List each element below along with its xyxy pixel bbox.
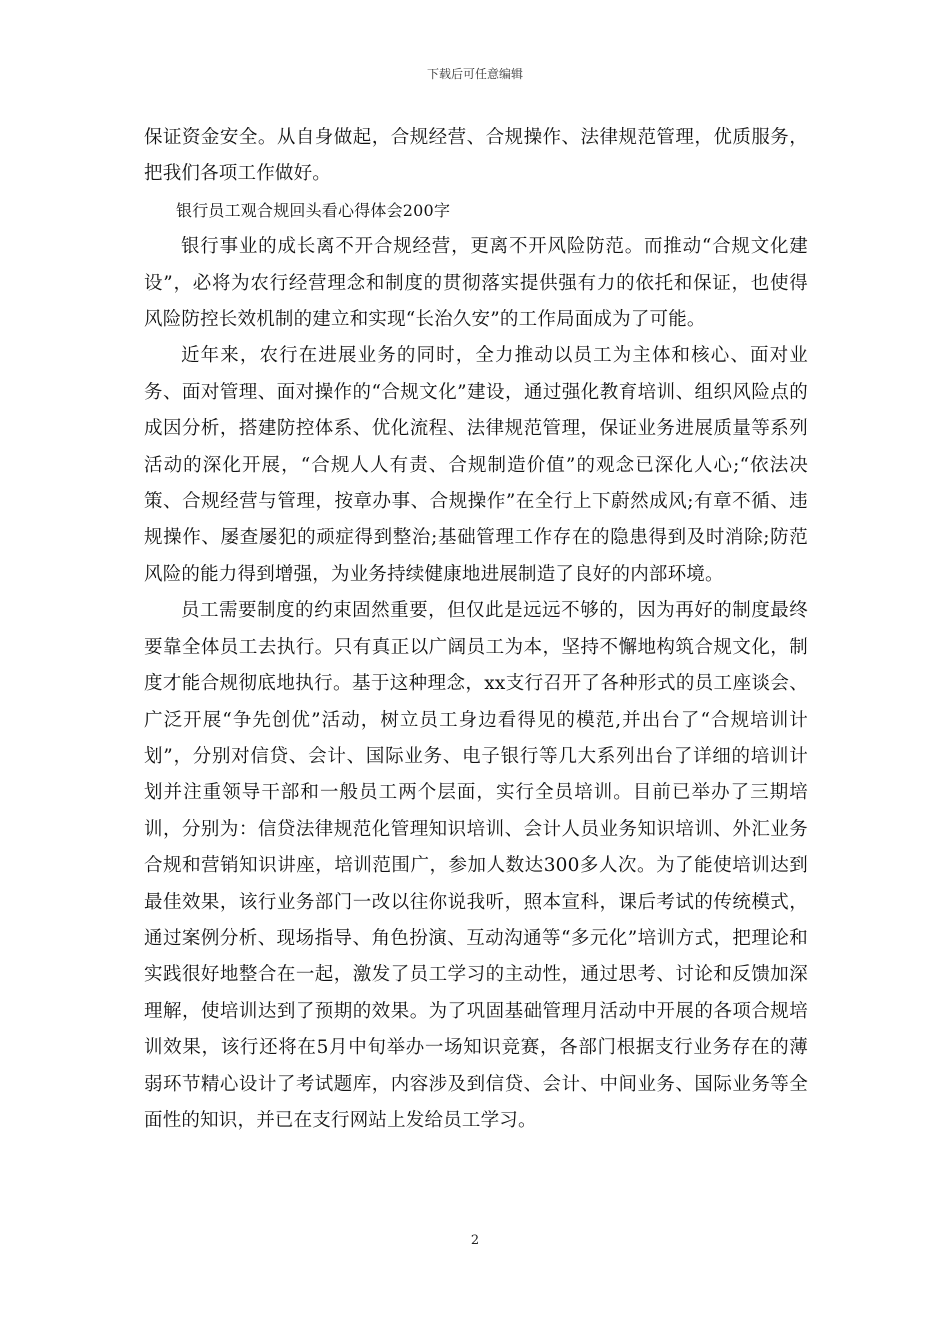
paragraph-employee-training: 员工需要制度的约束固然重要，但仅此是远远不够的，因为再好的制度最终要靠全体员工去执行。只有真正以广阔员工为本，坚持不懈地构筑合规文化，制度才能合规彻底地执行。基于这种理念，xx支行召开了各种形式的员工座谈会、广泛开展“争先创优”活动，树立员工身边看得见的模范,并出台了“合规培训计划”，分别对信贷、会计、国际业务、电子银行等几大系列出台了详细的培训计划并注重领导干部和一般员工两个层面，实行全员培训。目前已举办了三期培训，分别为：信贷法律规范化管理知识培训、会计人员业务知识培训、外汇业务合规和营销知识讲座，培训范围广，参加人数达300多人次。为了能使培训达到最佳效果，该行业务部门一改以往你说我听，照本宣科，课后考试的传统模式，通过案例分析、现场指导、角色扮演、互动沟通等“多元化”培训方式，把理论和实践很好地整合在一起，激发了员工学习的主动性，通过思考、讨论和反馈加深理解，使培训达到了预期的效果。为了巩固基础管理月活动中开展的各项合规培训效果，该行还将在5月中旬举办一场知识竞赛，各部门根据支行业务存在的薄弱环节精心设计了考试题库，内容涉及到信贷、会计、中间业务、国际业务等全面性的知识，并已在支行网站上发给员工学习。 xyxy=(144,600,808,1131)
paragraph-continuation: 保证资金安全。从自身做起，合规经营、合规操作、法律规范管理，优质服务，把我们各项工作做好。 xyxy=(144,127,808,185)
paragraph-intro: 银行事业的成长离不开合规经营，更离不开风险防范。而推动“合规文化建设”，必将为农行经营理念和制度的贯彻落实提供强有力的依托和保证，也使得风险防控长效机制的建立和实现“长治久安”的工作局面成为了可能。 xyxy=(144,236,808,331)
page-header: 下载后可任意编辑 xyxy=(426,67,523,81)
section-heading: 银行员工观合规回头看心得体会200字 xyxy=(176,200,451,220)
document-body xyxy=(144,120,808,1139)
page-number: 2 xyxy=(470,1233,480,1248)
paragraph-recent-years: 近年来，农行在进展业务的同时，全力推动以员工为主体和核心、面对业务、面对管理、面对操作的“合规文化”建设，通过强化教育培训、组织风险点的成因分析，搭建防控体系、优化流程、法律规范管理，保证业务进展质量等系列活动的深化开展，“合规人人有责、合规制造价值”的观念已深化人心;“依法决策、合规经营与管理，按章办事、合规操作”在全行上下蔚然成风;有章不循、违规操作、屡查屡犯的顽症得到整治;基础管理工作存在的隐患得到及时消除;防范风险的能力得到增强，为业务持续健康地进展制造了良好的内部环境。 xyxy=(144,345,808,585)
